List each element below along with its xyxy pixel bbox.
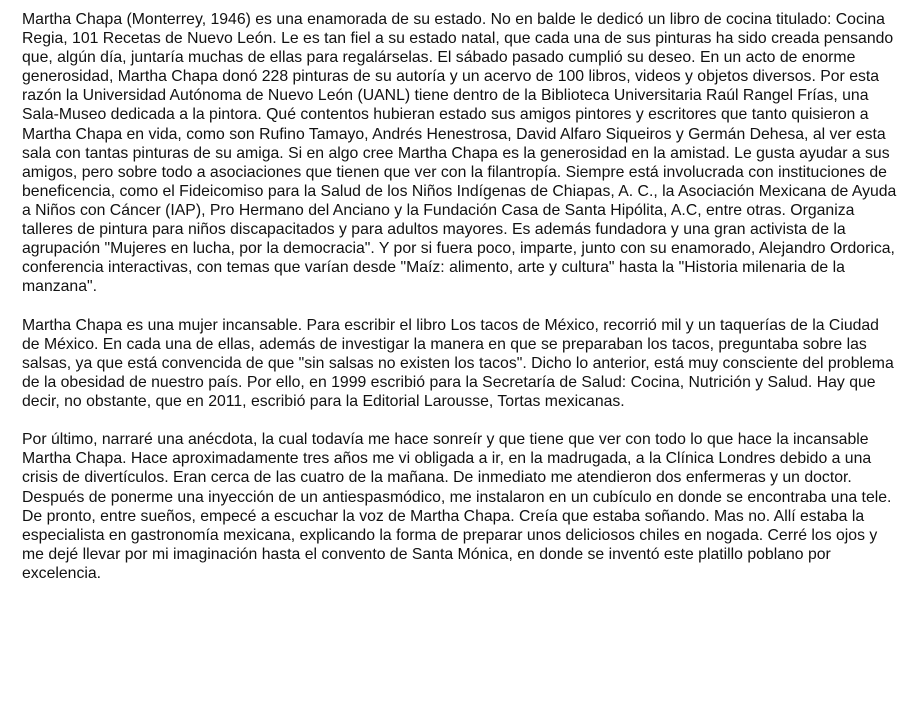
paragraph-tacos: Martha Chapa es una mujer incansable. Para escribir el libro Los tacos de México, recorrió mil y un taquerías de la Ciudad de México. En cada una de ellas, además de investigar la manera en que se preparaban los tacos, preguntaba sobre las salsas, ya que está convencida de que "sin salsas no existen los tacos". Dicho lo anterior, está muy consciente del problema de la obesidad de nuestro país. Por ello, en 1999 escribió para la Secretaría de Salud: Cocina, Nutrición y Salud. Hay que decir, no obstante, que en 2011, escribió para la Editorial Larousse, Tortas mexicanas. (22, 316, 894, 410)
article-body (22, 10, 898, 602)
paragraph-anecdote: Por último, narraré una anécdota, la cual todavía me hace sonreír y que tiene que ver con todo lo que hace la incansable Martha Chapa. Hace aproximadamente tres años me vi obligada a ir, en la madrugada, a la Clínica Londres debido a una crisis de divertículos. Eran cerca de las cuatro de la mañana. De inmediato me atendieron dos enfermeras y un doctor. Después de ponerme una inyección de un antiespasmódico, me instalaron en un cubículo en donde se encontraba una tele. De pronto, entre sueños, empecé a escuchar la voz de Martha Chapa. Creía que estaba soñando. Mas no. Allí estaba la especialista en gastronomía mexicana, explicando la forma de preparar unos deliciosos chiles en nogada. Cerré los ojos y me dejé llevar por mi imaginación hasta el convento de Santa Mónica, en donde se inventó este platillo poblano por excelencia. (22, 431, 892, 582)
paragraph-generosity: Martha Chapa (Monterrey, 1946) es una enamorada de su estado. No en balde le dedicó un libro de cocina titulado: Cocina Regia, 101 Recetas de Nuevo León. Le es tan fiel a su estado natal, que cada una de sus pinturas ha sido creada pensando que, algún día, juntaría muchas de ellas para regalárselas. El sábado pasado cumplió su deseo. En un acto de enorme generosidad, Martha Chapa donó 228 pinturas de su autoría y un acervo de 100 libros, videos y objetos diversos. Por esta razón la Universidad Autónoma de Nuevo León (UANL) tiene dentro de la Biblioteca Universitaria Raúl Rangel Frías, una Sala-Museo dedicada a la pintora. Qué contentos hubieran estado sus amigos pintores y escritores que tanto quisieron a Martha Chapa en vida, como son Rufino Tamayo, Andrés Henestrosa, David Alfaro Siqueiros y Germán Dehesa, al ver esta sala con tantas pinturas de su amiga. Si en algo cree Martha Chapa es la generosidad en la amistad. Le gusta ayudar a sus amigos, pero sobre todo a asociaciones que tienen que ver con la filantropía. Siempre está involucrada con instituciones de beneficencia, como el Fideicomiso para la Salud de los Niños Indígenas de Chiapas, A. C., la Asociación Mexicana de Ayuda a Niños con Cáncer (IAP), Pro Hermano del Anciano y la Fundación Casa de Santa Hipólita, A.C, entre otras. Organiza talleres de pintura para niños discapacitados y para adultos mayores. Es además fundadora y una gran activista de la agrupación "Mujeres en lucha, por la democracia". Y por si fuera poco, imparte, junto con su enamorado, Alejandro Ordorica, conferencia interactivas, con temas que varían desde "Maíz: alimento, arte y cultura" hasta la "Historia milenaria de la manzana". (22, 11, 897, 296)
